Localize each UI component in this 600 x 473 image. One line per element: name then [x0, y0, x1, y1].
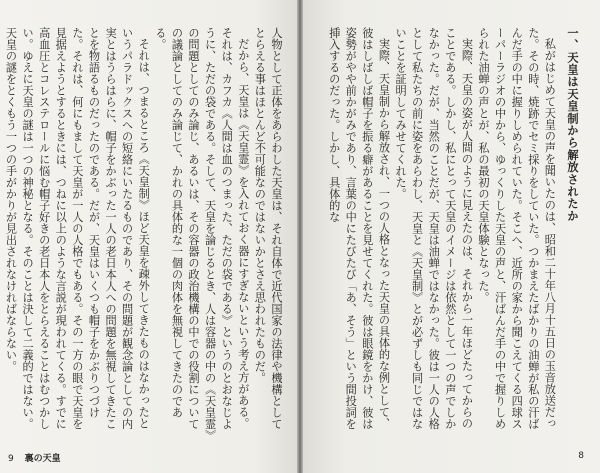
left-page-footer	[8, 451, 61, 464]
left-paragraph: それは、つまるところ《天皇制》ほど天皇を疎外してきたものはなかったというパラドックスへの短絡にいたるものであり、その問題が観念論としての内実とはうらはらに、帽子をかぶった一人の老日本人への問題を無視してきたことを物語るものだったのである。だが、天皇はいくつも帽子をかぶりつづけた。それは、何にもまして天皇が一人の人格でもある。その一方の眼で天皇を見据えようとするときには、つねに以上のような言説が現われてくる。すでに高血圧とコレステロールに悩む帽子好きの老日本人をとらえることはむつかしい。ゆえに天皇の謎は一つの神秘となる。そのことは決して二義的ではない。天皇の謎をとくもう一つの手がかりが見出されなければならない。	[4, 27, 151, 430]
page-number-right: 8	[578, 451, 584, 461]
right-paragraph: 実際、天皇の姿が人間のように見えたのは、それから一年ほどたってからのことである。しかし、私にとって天皇のイメージは依然として一つの声でしかなかった。だが、当然のことだが、天皇は油蝉ではなかった。彼は一人の人格として私たちの前に姿をあらわし、天皇と《天皇制》とが必ずしも同じではないことを証明してみせてくれた。	[394, 27, 474, 430]
right-page-footer	[578, 451, 584, 461]
page-number-left: 9	[8, 454, 14, 464]
running-title: 裏の天皇	[24, 454, 61, 464]
right-paragraph: 私がはじめて天皇の声を聞いたのは、昭和二十年八月十五日の玉音放送だった。その時、焼跡でセミ採りをしていた。つかまえたばかりの油蝉が私の汗ばんだ手の中に握りしめられていた。そこへ、近所の家から聞こえてくる四球スーパーラジオの中から、ゆっくりした天皇の声と、汗ばんだ手の中で握りしめられた油蝉の声とが、私の最初の天皇体験となった。	[477, 27, 557, 430]
book-gutter	[297, 0, 303, 473]
right-page-text	[322, 27, 580, 437]
right-paragraph: 実際、天皇制から解放され、一つの人格となった天皇の具体的な例として、彼はしばしば帽子を振る癖があることを見せてくれた。彼は眼鏡をかけ、彼は姿勢がやや前かがみであり、言葉の中にたびたび「あ、そう」という間投詞を挿入するのだった。しかし、具体的な	[327, 27, 391, 430]
left-paragraph: だから、天皇は《天皇霊》を入れておく器にすぎないという考え方がある。それは、カフカ《人間は血のつまった、ただの袋である》というのとおなじように、ただの袋である。そして、天皇を論じるとき、人は容器の中の《天皇霊》の問題としてのみ論じ、あるいは、その容器の政治機構の中での役割についての議論としてのみ論じて、かれの具体的な一個の肉体を無視してきたのである。	[153, 27, 250, 436]
left-page-text	[4, 27, 284, 437]
section-heading: 一、天皇は天皇制から解放されたか	[566, 27, 579, 223]
left-paragraph: 人物として正体をあらわした天皇は、それ自体で近代国家の法律や機構としてとらえる事はほとんど不可能なのではないかとさえ思われたものだ。	[253, 27, 283, 430]
